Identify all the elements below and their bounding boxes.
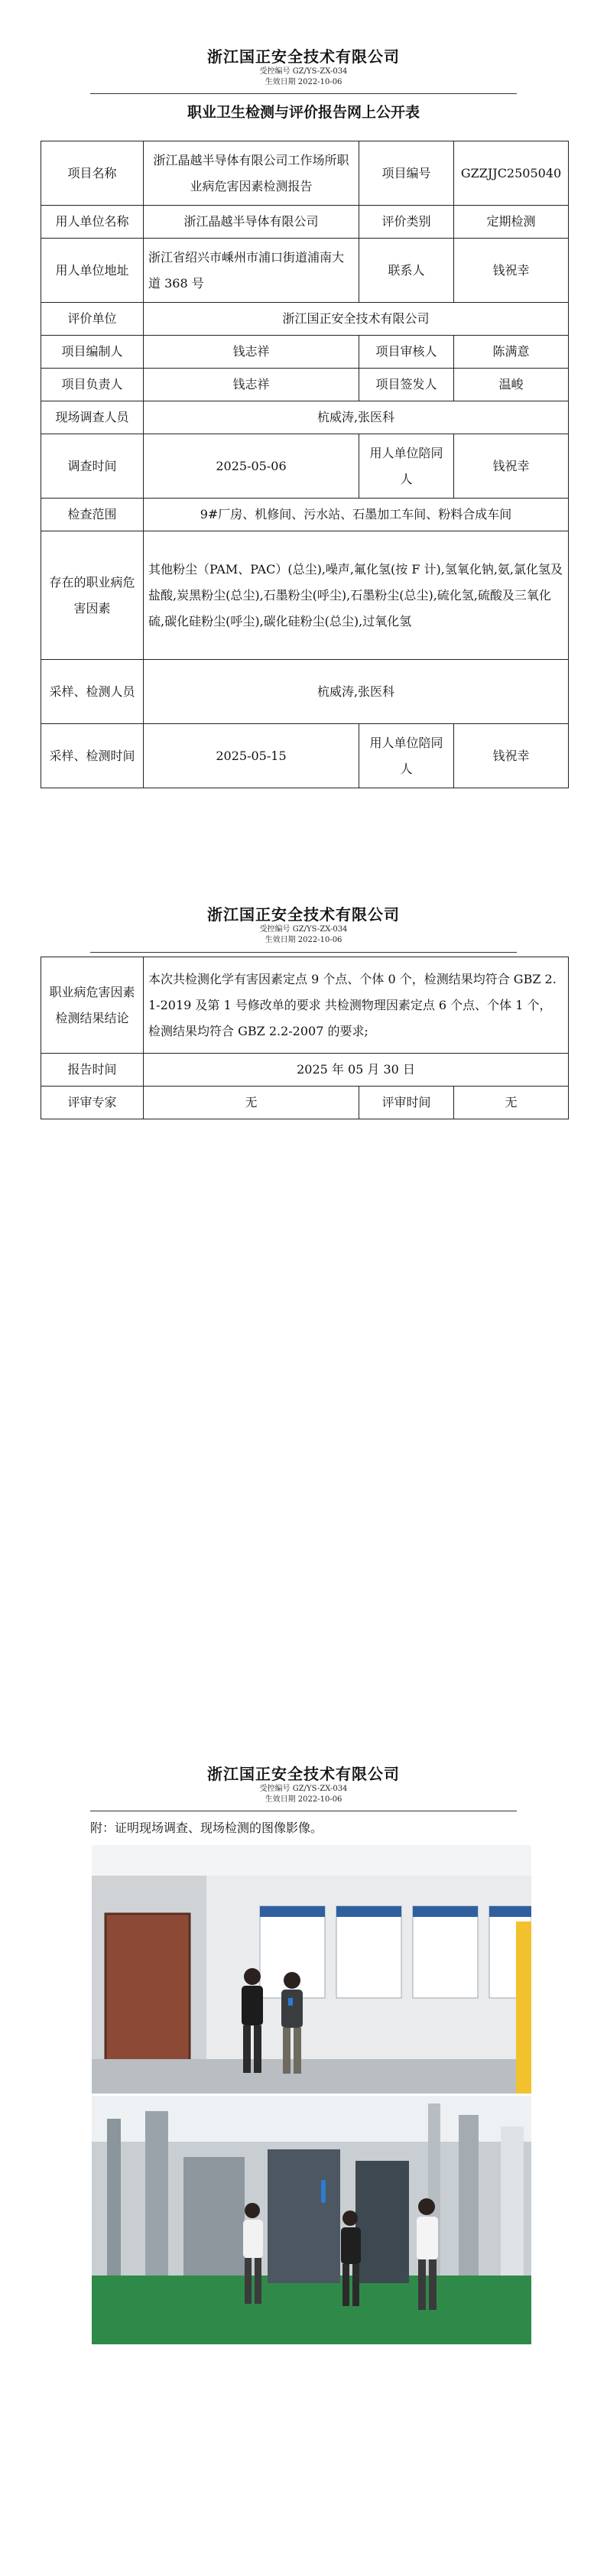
- eval-type-label: 评价类别: [359, 206, 454, 239]
- escort-value: 钱祝幸: [454, 434, 569, 499]
- compiler-value: 钱志祥: [144, 336, 359, 369]
- escort-value: 钱祝幸: [454, 724, 569, 788]
- table-row: [41, 239, 569, 303]
- report-time-value: 2025 年 05 月 30 日: [144, 1054, 569, 1087]
- site-survey-photo-graphic: [92, 1845, 531, 2094]
- leader-label: 项目负责人: [41, 369, 144, 401]
- table-row: [41, 957, 569, 1054]
- review-time-label: 评审时间: [359, 1087, 454, 1119]
- effective-date: 生效日期 2022-10-06: [265, 1795, 342, 1804]
- table-row: [41, 141, 569, 206]
- site-inspection-photo-graphic: [92, 2096, 531, 2344]
- sampling-staff-value: 杭威涛,张医科: [144, 660, 569, 724]
- conclusion-label: 职业病危害因素检测结果结论: [41, 957, 144, 1054]
- page-2: [0, 859, 607, 1717]
- page-header: [0, 44, 607, 88]
- contact-label: 联系人: [359, 239, 454, 303]
- eval-type-value: 定期检测: [454, 206, 569, 239]
- table-row: [41, 660, 569, 724]
- conclusion-table: [41, 957, 569, 1119]
- eval-unit-value: 浙江国正安全技术有限公司: [144, 303, 569, 336]
- reviewer-value: 陈满意: [454, 336, 569, 369]
- employer-value: 浙江晶越半导体有限公司: [144, 206, 359, 239]
- escort-label: 用人单位陪同人: [359, 724, 454, 788]
- site-investigators-value: 杭威涛,张医科: [144, 401, 569, 434]
- issuer-value: 温峻: [454, 369, 569, 401]
- project-name-value: 浙江晶越半导体有限公司工作场所职业病危害因素检测报告: [144, 141, 359, 206]
- contact-value: 钱祝幸: [454, 239, 569, 303]
- eval-unit-label: 评价单位: [41, 303, 144, 336]
- project-info-table: [41, 141, 569, 788]
- escort-label: 用人单位陪同人: [359, 434, 454, 499]
- page-header: [0, 1762, 607, 1805]
- review-time-value: 无: [454, 1087, 569, 1119]
- table-row: [41, 434, 569, 499]
- table-row: [41, 1054, 569, 1087]
- header-rule: [90, 93, 517, 94]
- site-survey-photo: [92, 1845, 531, 2094]
- site-inspection-photo: [92, 2096, 531, 2344]
- table-row: [41, 369, 569, 401]
- sampling-time-value: 2025-05-15: [144, 724, 359, 788]
- survey-time-label: 调查时间: [41, 434, 144, 499]
- table-row: [41, 724, 569, 788]
- leader-value: 钱志祥: [144, 369, 359, 401]
- table-row: [41, 336, 569, 369]
- reviewer-label: 项目审核人: [359, 336, 454, 369]
- control-number: 受控编号 GZ/YS-ZX-034: [259, 925, 348, 934]
- expert-value: 无: [144, 1087, 359, 1119]
- address-value: 浙江省绍兴市嵊州市浦口街道浦南大道 368 号: [144, 239, 359, 303]
- address-label: 用人单位地址: [41, 239, 144, 303]
- effective-date: 生效日期 2022-10-06: [265, 78, 342, 86]
- sampling-staff-label: 采样、检测人员: [41, 660, 144, 724]
- company-name: 浙江国正安全技术有限公司: [207, 1765, 400, 1783]
- table-row: [41, 1087, 569, 1119]
- page-header: [0, 902, 607, 946]
- table-row: [41, 401, 569, 434]
- survey-time-value: 2025-05-06: [144, 434, 359, 499]
- appendix-note: 附：证明现场调查、现场检测的图像影像。: [90, 1821, 323, 1835]
- compiler-label: 项目编制人: [41, 336, 144, 369]
- hazards-label: 存在的职业病危害因素: [41, 531, 144, 660]
- page-3: [0, 1717, 607, 2576]
- scope-label: 检查范围: [41, 499, 144, 531]
- sampling-time-label: 采样、检测时间: [41, 724, 144, 788]
- table-row: [41, 531, 569, 660]
- document-title: 职业卫生检测与评价报告网上公开表: [187, 104, 420, 121]
- page-1: [0, 0, 607, 859]
- project-name-label: 项目名称: [41, 141, 144, 206]
- report-time-label: 报告时间: [41, 1054, 144, 1087]
- project-no-value: GZZJJC2505040: [454, 141, 569, 206]
- control-number: 受控编号 GZ/YS-ZX-034: [259, 67, 348, 76]
- scope-value: 9#厂房、机修间、污水站、石墨加工车间、粉料合成车间: [144, 499, 569, 531]
- company-name: 浙江国正安全技术有限公司: [207, 47, 400, 66]
- hazards-value: 其他粉尘（PAM、PAC）(总尘),噪声,氟化氢(按 F 计),氢氧化钠,氨,氯化氢及盐酸,炭黑粉尘(总尘),石墨粉尘(呼尘),石墨粉尘(总尘),硫化氢,硫酸及三氧化硫,碳化硅粉尘(呼尘),碳化硅粉尘(总尘),过氧化氢: [144, 531, 569, 660]
- header-rule: [90, 952, 517, 953]
- conclusion-value: 本次共检测化学有害因素定点 9 个点、个体 0 个，检测结果均符合 GBZ 2.1-2019 及第 1 号修改单的要求 共检测物理因素定点 6 个点、个体 1 个，检测结果均符合 GBZ 2.2-2007 的要求;: [144, 957, 569, 1054]
- expert-label: 评审专家: [41, 1087, 144, 1119]
- table-row: [41, 206, 569, 239]
- site-investigators-label: 现场调查人员: [41, 401, 144, 434]
- company-name: 浙江国正安全技术有限公司: [207, 905, 400, 924]
- employer-label: 用人单位名称: [41, 206, 144, 239]
- issuer-label: 项目签发人: [359, 369, 454, 401]
- table-row: [41, 499, 569, 531]
- control-number: 受控编号 GZ/YS-ZX-034: [259, 1785, 348, 1793]
- project-no-label: 项目编号: [359, 141, 454, 206]
- effective-date: 生效日期 2022-10-06: [265, 936, 342, 944]
- table-row: [41, 303, 569, 336]
